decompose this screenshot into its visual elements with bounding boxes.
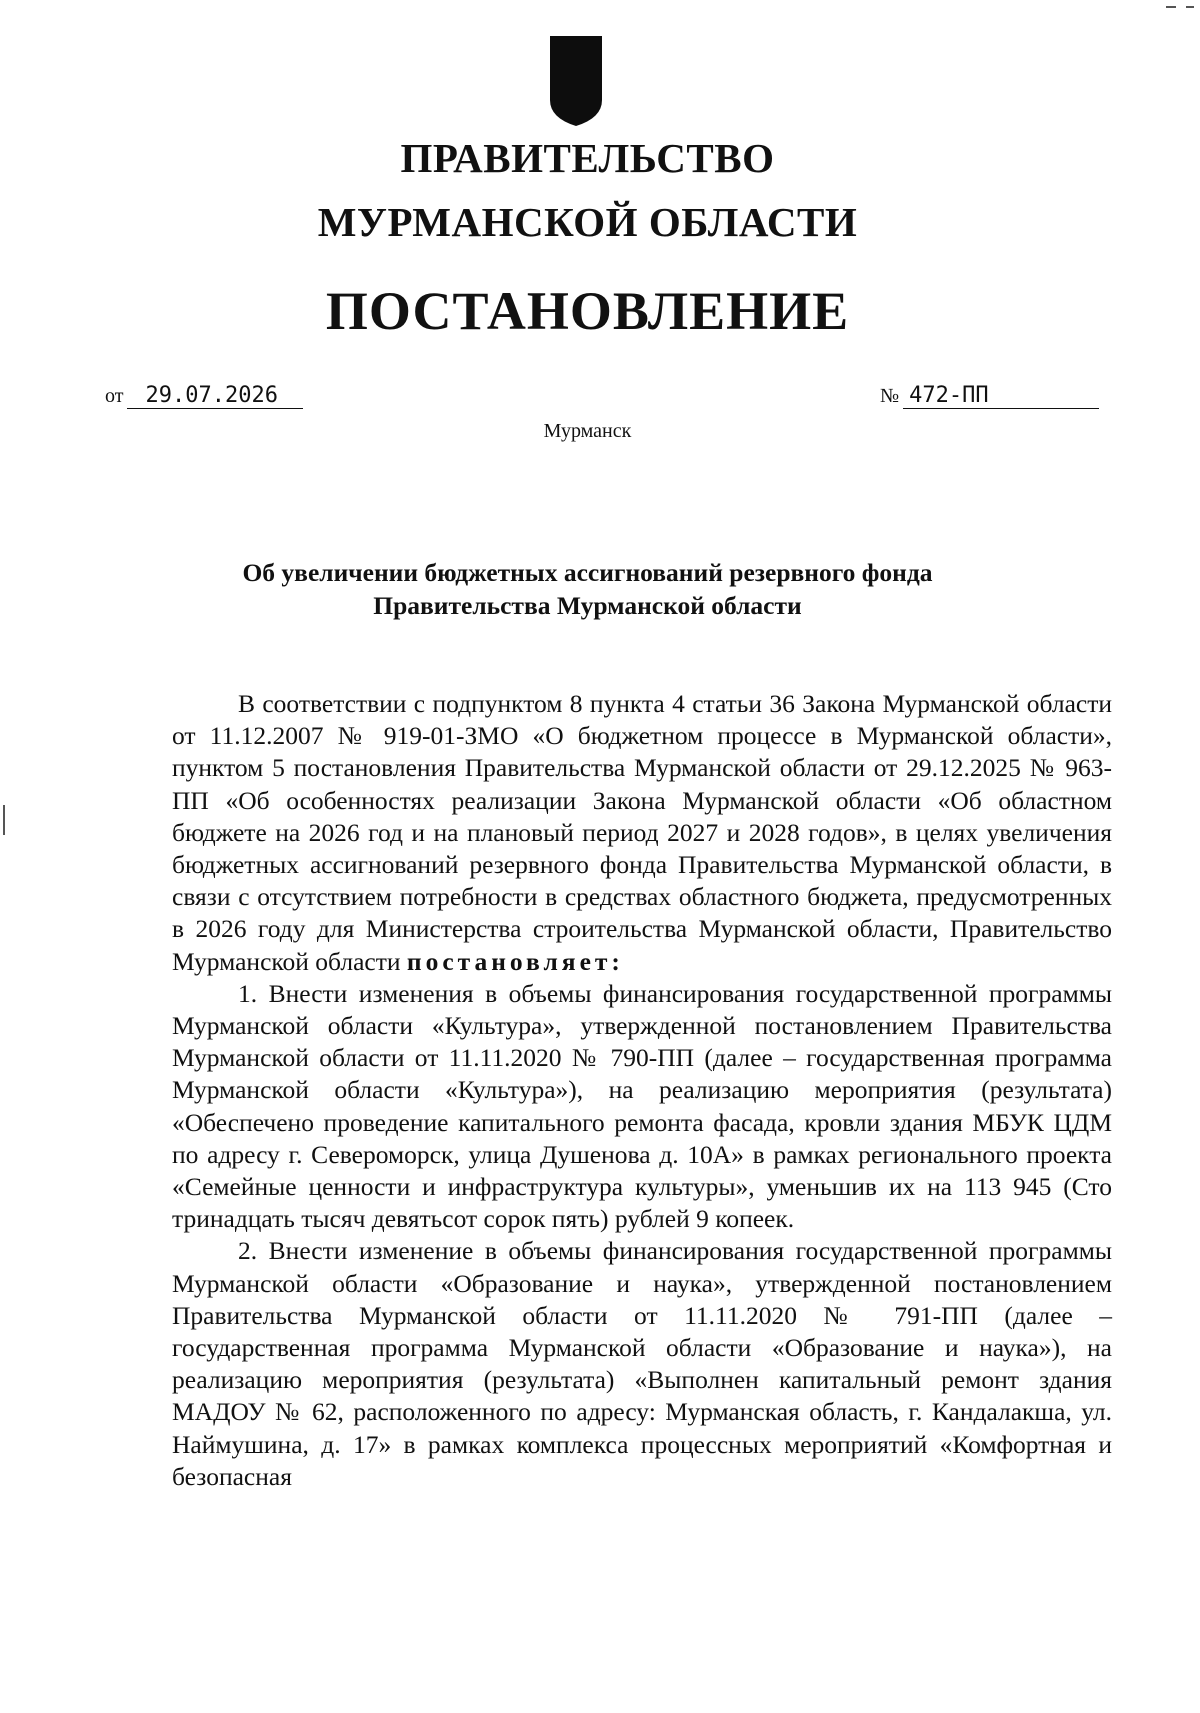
document-date (105, 384, 303, 409)
document-subject (0, 556, 1175, 622)
issuing-city: Мурманск (543, 420, 632, 442)
subject-line2: Правительства Мурманской области (373, 591, 802, 620)
document-type-title: ПОСТАНОВЛЕНИЕ (325, 281, 850, 341)
number-value: 472-ПП (903, 384, 1099, 409)
document-number (880, 384, 1099, 409)
scan-artifact (1166, 6, 1176, 8)
date-prefix: от (105, 385, 124, 407)
item-1-paragraph: 1. Внести изменения в объемы финансирования государственной программы Мурманской области «Культура», утвержденной постановлением Правительства Мурманской области от 11.11.2020 № 790-ПП (далее – государственная программа Мурманской области «Культура»), на реализацию мероприятия (результата) «Обеспечено проведение капитального ремонта фасада, кровли здания МБУК ЦДМ по адресу г. Североморск, улица Душенова д. 10А» в рамках регионального проекта «Семейные ценности и инфраструктура культуры», уменьшив их на 113 945 (Сто тринадцать тысяч девятьсот сорок пять) рублей 9 копеек. (172, 978, 1112, 1234)
document-body (172, 688, 1112, 1493)
number-prefix: № (880, 385, 900, 407)
preamble-text: В соответствии с подпунктом 8 пункта 4 статьи 36 Закона Мурманской области от 11.12.2007 № 919-01-ЗМО «О бюджетном процессе в Мурманской области», пунктом 5 постановления Правительства Мурманской области от 29.12.2025 № 963-ПП «Об особенностях реализации Закона Мурманской области «Об областном бюджете на 2026 год и на плановый период 2027 и 2028 годов», в целях увеличения бюджетных ассигнований резервного фонда Правительства Мурманской области, в связи с отсутствием потребности в средствах областного бюджета, предусмотренных в 2026 году для Министерства строительства Мурманской области, Правительство Мурманской области (172, 689, 1112, 976)
item-2-paragraph: 2. Внести изменение в объемы финансирования государственной программы Мурманской области «Образование и наука», утвержденной постановлением Правительства Мурманской области от 11.11.2020 № 791-ПП (далее – государственная программа Мурманской области «Образование и наука»), на реализацию мероприятия (результата) «Выполнен капитальный ремонт здания МАДОУ № 62, расположенного по адресу: Мурманская область, г. Кандалакша, ул. Наймушина, д. 17» в рамках комплекса процессных мероприятий «Комфортная и безопасная (172, 1236, 1112, 1491)
date-value: 29.07.2026 (127, 384, 303, 409)
subject-line1: Об увеличении бюджетных ассигнований резервного фонда (242, 558, 933, 587)
preamble-paragraph (172, 688, 1112, 978)
org-name-line1: ПРАВИТЕЛЬСТВО (400, 135, 775, 181)
org-name-line2: МУРМАНСКОЙ ОБЛАСТИ (317, 199, 858, 245)
scan-artifact (1186, 6, 1194, 8)
resolves-word: постановляет: (406, 946, 624, 976)
coat-of-arms-emblem (548, 34, 604, 128)
scan-artifact (3, 805, 5, 835)
